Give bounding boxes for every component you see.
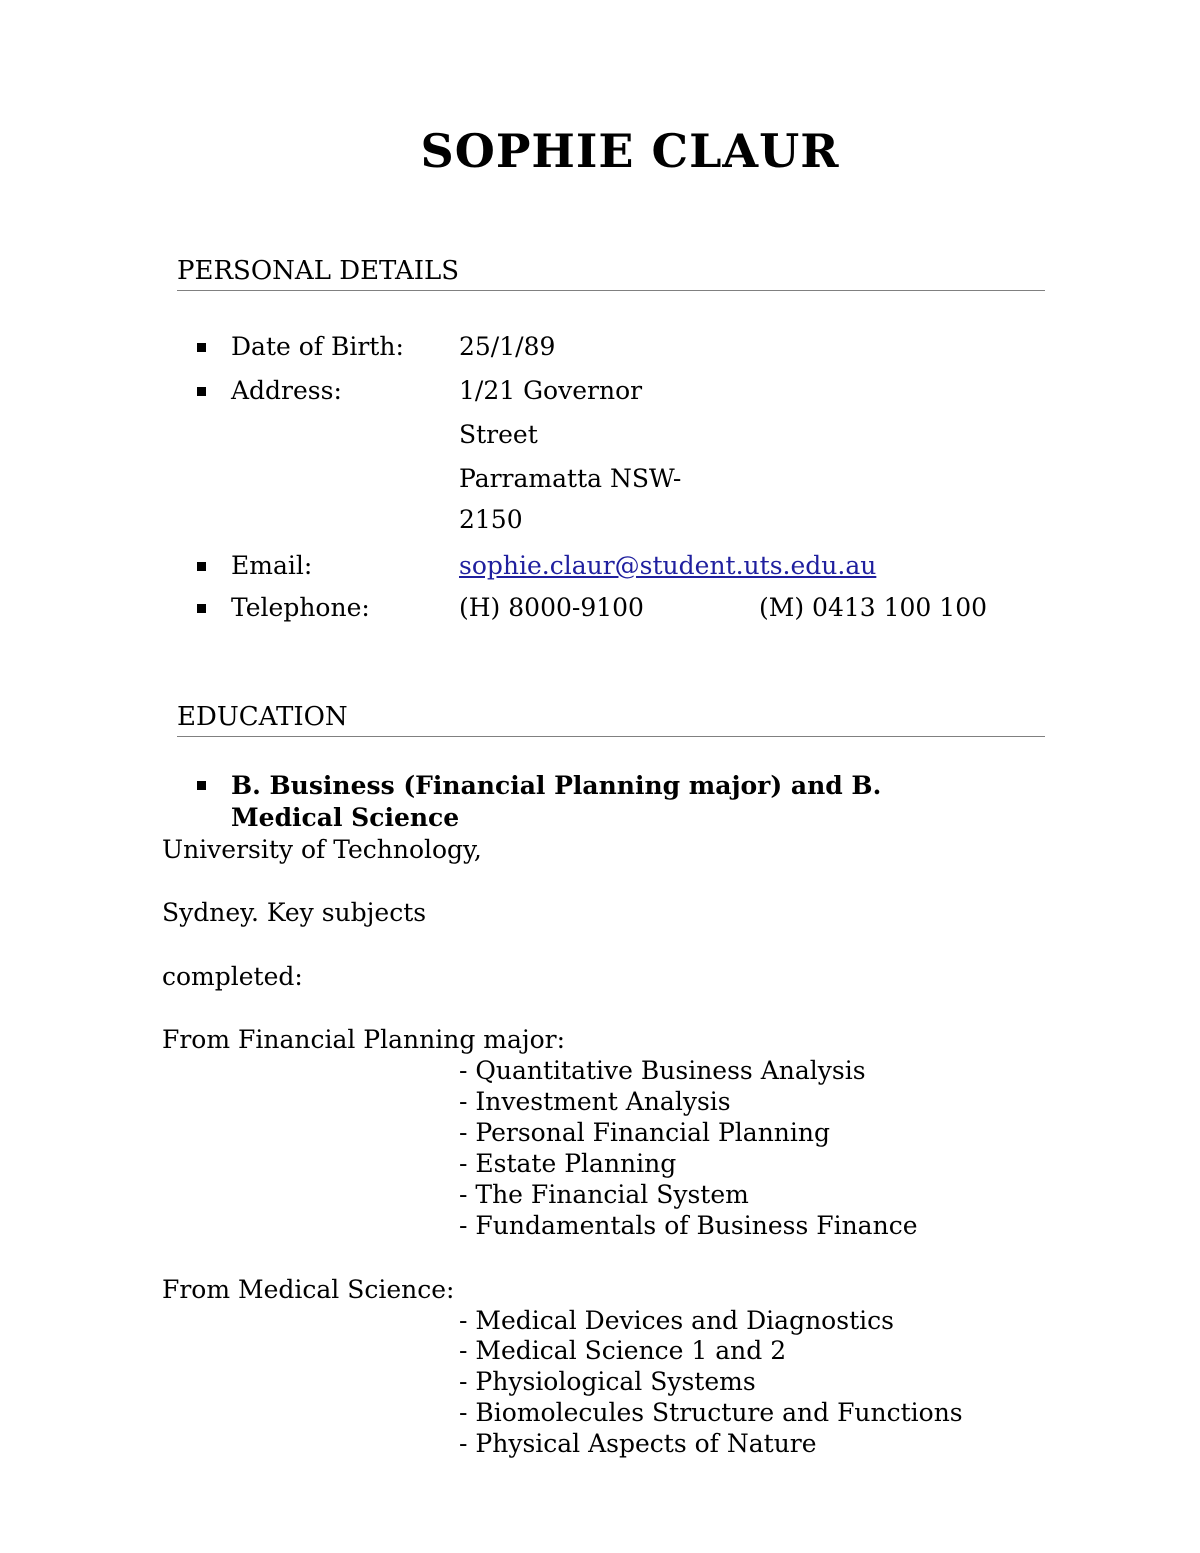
- subject-name: Estate Planning: [475, 1149, 677, 1178]
- subject-name: Quantitative Business Analysis: [475, 1056, 866, 1085]
- telephone-home: (H) 8000-9100: [459, 593, 644, 622]
- medical-subjects-heading: From Medical Science:: [162, 1275, 455, 1304]
- address-line: Street: [459, 420, 538, 449]
- subject-dash: -: [459, 1087, 476, 1116]
- subject-dash: -: [459, 1149, 476, 1178]
- bullet-icon: [197, 562, 206, 571]
- subject-name: Physiological Systems: [475, 1367, 756, 1396]
- email-label: Email:: [231, 551, 313, 580]
- subject-name: Fundamentals of Business Finance: [475, 1211, 918, 1240]
- email-link[interactable]: sophie.claur@student.uts.edu.au: [459, 551, 877, 580]
- subject-dash: -: [459, 1367, 476, 1396]
- subject-item: [459, 1398, 963, 1428]
- personal-details-heading: PERSONAL DETAILS: [177, 256, 1045, 291]
- bullet-icon: [197, 387, 206, 396]
- bullet-icon: [197, 604, 206, 613]
- bullet-icon: [197, 781, 206, 790]
- subject-item: [459, 1180, 749, 1210]
- subject-item: [459, 1306, 894, 1336]
- subject-dash: -: [459, 1211, 476, 1240]
- education-intro-line: Sydney. Key subjects: [162, 898, 427, 927]
- subject-dash: -: [459, 1118, 476, 1147]
- education-heading: EDUCATION: [177, 702, 1045, 737]
- degree-line: B. Business (Financial Planning major) and B.: [231, 771, 882, 800]
- subject-item: [459, 1336, 786, 1366]
- subject-name: The Financial System: [475, 1180, 749, 1209]
- telephone-mobile: (M) 0413 100 100: [759, 593, 988, 622]
- subject-item: [459, 1087, 731, 1117]
- address-label: Address:: [231, 376, 342, 405]
- subject-item: [459, 1056, 866, 1086]
- subject-dash: -: [459, 1336, 476, 1365]
- subject-dash: -: [459, 1306, 476, 1335]
- subject-dash: -: [459, 1429, 476, 1458]
- subject-item: [459, 1429, 817, 1459]
- education-intro-line: completed:: [162, 962, 303, 991]
- degree-line: Medical Science: [231, 803, 460, 832]
- subject-item: [459, 1367, 756, 1397]
- subject-dash: -: [459, 1056, 476, 1085]
- address-line: Parramatta NSW-: [459, 464, 682, 493]
- email-value: [459, 551, 876, 581]
- candidate-name: SOPHIE CLAUR: [420, 124, 840, 178]
- subject-name: Biomolecules Structure and Functions: [475, 1398, 963, 1427]
- address-line: 1/21 Governor: [459, 376, 643, 405]
- subject-name: Investment Analysis: [475, 1087, 731, 1116]
- financial-subjects-heading: From Financial Planning major:: [162, 1025, 566, 1054]
- dob-label: Date of Birth:: [231, 332, 404, 361]
- subject-item: [459, 1149, 676, 1179]
- subject-name: Personal Financial Planning: [475, 1118, 830, 1147]
- subject-item: [459, 1211, 917, 1241]
- address-line: 2150: [459, 505, 523, 534]
- bullet-icon: [197, 343, 206, 352]
- telephone-label: Telephone:: [231, 593, 370, 622]
- subject-dash: -: [459, 1180, 476, 1209]
- dob-value: 25/1/89: [459, 332, 556, 361]
- subject-name: Physical Aspects of Nature: [475, 1429, 817, 1458]
- subject-dash: -: [459, 1398, 476, 1427]
- subject-name: Medical Devices and Diagnostics: [475, 1306, 894, 1335]
- education-intro-line: University of Technology,: [162, 835, 482, 864]
- subject-item: [459, 1118, 830, 1148]
- subject-name: Medical Science 1 and 2: [475, 1336, 787, 1365]
